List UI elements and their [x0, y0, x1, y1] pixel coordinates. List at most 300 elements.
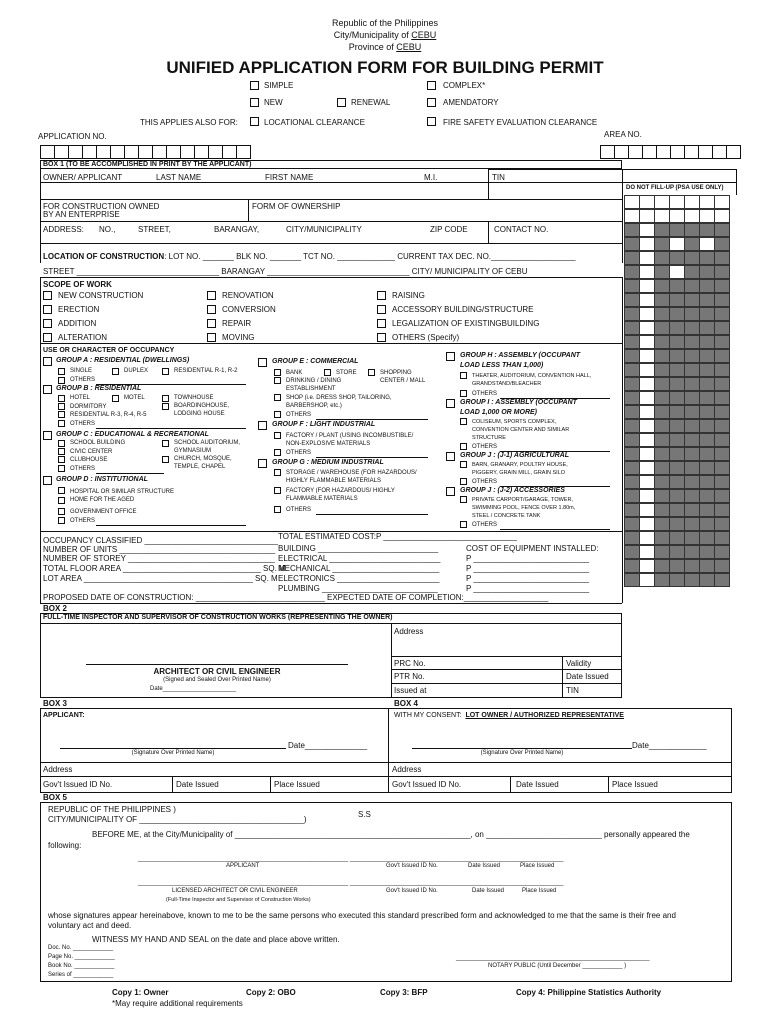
psa-grid-cell	[714, 209, 730, 223]
page-no-line[interactable]: Page No. ____________	[48, 954, 115, 960]
psa-grid-row	[624, 573, 736, 587]
application-no-digit-box[interactable]	[152, 145, 167, 159]
psa-grid-cell	[639, 223, 655, 237]
area-no-digit-box[interactable]	[670, 145, 685, 159]
group-f-checkbox[interactable]	[258, 421, 267, 430]
psa-grid-cell	[669, 279, 685, 293]
application-no-digit-box[interactable]	[54, 145, 69, 159]
psa-grid-row	[624, 559, 736, 573]
owner-applicant-label: OWNER/ APPLICANT	[43, 173, 123, 182]
equipment-cost-line-4[interactable]: P __________________________	[466, 584, 590, 593]
renovation-checkbox[interactable]	[207, 291, 216, 300]
application-no-digit-box[interactable]	[138, 145, 153, 159]
psa-grid-cell	[684, 559, 700, 573]
area-no-digit-box[interactable]	[698, 145, 713, 159]
factory-plant-checkbox[interactable]	[274, 432, 281, 439]
group-g-checkbox[interactable]	[258, 459, 267, 468]
psa-grid-cell	[654, 461, 670, 475]
psa-grid-cell	[654, 419, 670, 433]
residential-r345-checkbox[interactable]	[58, 411, 65, 418]
motel-checkbox[interactable]	[112, 395, 119, 402]
psa-grid-cell	[639, 265, 655, 279]
school-auditorium-checkbox[interactable]	[162, 440, 169, 447]
psa-grid-cell	[654, 251, 670, 265]
group-e-checkbox[interactable]	[258, 358, 267, 367]
alteration-label: ALTERATION	[58, 333, 108, 342]
lodging-house-label: LODGING HOUSE	[174, 411, 225, 417]
renovation-label: RENOVATION	[222, 291, 274, 300]
applies-also-label: THIS APPLIES ALSO FOR:	[140, 118, 238, 127]
psa-grid-cell	[684, 503, 700, 517]
group-a-checkbox[interactable]	[43, 357, 52, 366]
single-checkbox[interactable]	[58, 368, 65, 375]
group-i-label-2: LOAD 1,000 OR MORE)	[460, 409, 538, 416]
number-of-storey[interactable]: NUMBER OF STOREY _________________________________	[43, 554, 275, 563]
psa-grid-cell	[684, 405, 700, 419]
box5-republic: REPUBLIC OF THE PHILIPPINES )	[48, 805, 176, 814]
box3-date-line[interactable]: Date______________	[288, 741, 368, 750]
townhouse-label: TOWNHOUSE	[174, 395, 214, 401]
hospital-checkbox[interactable]	[58, 487, 65, 494]
carport-checkbox[interactable]	[460, 496, 467, 503]
area-no-digit-box[interactable]	[712, 145, 727, 159]
psa-grid-cell	[624, 363, 640, 377]
psa-grid-row	[624, 279, 736, 293]
psa-grid-row	[624, 293, 736, 307]
notary-signature-line[interactable]: __________________________________________________________	[456, 955, 650, 961]
zip-code-label: ZIP CODE	[430, 225, 468, 234]
psa-grid-cell	[684, 209, 700, 223]
psa-grid-cell	[639, 559, 655, 573]
box5-place-issued-label-2: Place Issued	[522, 888, 557, 894]
storage-label: STORAGE / WAREHOUSE (FOR HAZARDOUS/	[286, 470, 417, 476]
psa-grid-cell	[669, 405, 685, 419]
conversion-checkbox[interactable]	[207, 305, 216, 314]
locational-clearance-label: LOCATIONAL CLEARANCE	[264, 118, 365, 127]
box4-date-line[interactable]: Date_____________	[632, 741, 707, 750]
psa-grid-cell	[624, 279, 640, 293]
psa-grid-cell	[699, 265, 715, 279]
box5-place-issued-label-1: Place Issued	[520, 863, 555, 869]
psa-grid-cell	[714, 251, 730, 265]
psa-grid-cell	[684, 419, 700, 433]
group-j2-others-label: OTHERS	[472, 522, 498, 528]
psa-grid-cell	[699, 489, 715, 503]
mechanical-cost[interactable]: MECHANICAL ________________________	[278, 564, 440, 573]
psa-grid-cell	[639, 405, 655, 419]
psa-grid-cell	[654, 265, 670, 279]
architect-label: ARCHITECT OR CIVIL ENGINEER	[153, 667, 281, 676]
psa-grid-cell	[699, 223, 715, 237]
psa-grid-cell	[714, 377, 730, 391]
lot-area[interactable]: LOT AREA ______________________________________ SQ. M	[43, 574, 278, 583]
group-d-others-checkbox[interactable]	[58, 517, 65, 524]
barn-checkbox[interactable]	[460, 461, 467, 468]
duplex-label: DUPLEX	[124, 368, 149, 374]
group-b-checkbox[interactable]	[43, 385, 52, 394]
application-no-digit-box[interactable]	[82, 145, 97, 159]
psa-grid-cell	[654, 405, 670, 419]
psa-grid-cell	[684, 475, 700, 489]
group-d-checkbox[interactable]	[43, 476, 52, 485]
psa-grid-cell	[624, 419, 640, 433]
group-b-label: GROUP B : RESIDENTIAL	[56, 385, 142, 392]
psa-grid-cell	[669, 517, 685, 531]
box2-date-line[interactable]: Date______________________	[150, 686, 237, 692]
area-no-digit-box[interactable]	[656, 145, 671, 159]
psa-grid-cell	[714, 447, 730, 461]
psa-grid-cell	[714, 573, 730, 587]
box5-label: BOX 5	[43, 793, 68, 802]
psa-grid-cell	[699, 405, 715, 419]
psa-grid-cell	[639, 377, 655, 391]
group-c-others-label: OTHERS	[70, 466, 96, 472]
moving-label: MOVING	[222, 333, 255, 342]
psa-grid-cell	[669, 489, 685, 503]
psa-grid-cell	[654, 489, 670, 503]
psa-grid-cell	[714, 223, 730, 237]
psa-grid-cell	[669, 265, 685, 279]
group-d-label: GROUP D : INSTITUTIONAL	[56, 476, 148, 483]
application-no-digit-box[interactable]	[96, 145, 111, 159]
box4-place-issued-label: Place Issued	[612, 780, 658, 789]
application-no-digit-box[interactable]	[180, 145, 195, 159]
psa-grid-cell	[639, 545, 655, 559]
psa-use-only-grid	[624, 195, 736, 587]
establishment-label: ESTABLISHMENT	[286, 386, 336, 392]
area-no-digit-box[interactable]	[628, 145, 643, 159]
group-j1-others-checkbox[interactable]	[460, 478, 467, 485]
group-b-others-checkbox[interactable]	[58, 420, 65, 427]
drinking-dining-checkbox[interactable]	[274, 377, 281, 384]
psa-grid-cell	[639, 419, 655, 433]
group-e-others-checkbox[interactable]	[274, 411, 281, 418]
psa-grid-cell	[639, 349, 655, 363]
box4-date-issued-label: Date Issued	[516, 780, 559, 789]
group-c-others-checkbox[interactable]	[58, 465, 65, 472]
box5-signature-line-2[interactable]: _______________________________________________________________ ________________________________________________________________	[138, 880, 564, 886]
area-no-digit-box[interactable]	[726, 145, 741, 159]
alteration-checkbox[interactable]	[43, 333, 52, 342]
psa-grid-cell	[714, 293, 730, 307]
application-no-digit-box[interactable]	[166, 145, 181, 159]
province-heading: Province of CEBU	[348, 42, 422, 52]
application-no-label: APPLICATION NO.	[38, 132, 107, 141]
school-building-label: SCHOOL BUILDING	[70, 440, 126, 446]
contact-no-label: CONTACT NO.	[494, 225, 549, 234]
legalization-checkbox[interactable]	[377, 319, 386, 328]
psa-grid-row	[624, 475, 736, 489]
psa-grid-cell	[714, 461, 730, 475]
psa-grid-cell	[699, 531, 715, 545]
doc-no-line[interactable]: Doc. No. ____________	[48, 945, 114, 951]
bank-checkbox[interactable]	[274, 369, 281, 376]
psa-grid-cell	[639, 531, 655, 545]
psa-grid-cell	[654, 223, 670, 237]
factory-hazard-checkbox[interactable]	[274, 487, 281, 494]
occupancy-title: USE OR CHARACTER OF OCCUPANCY	[43, 347, 175, 354]
erection-checkbox[interactable]	[43, 305, 52, 314]
address-no-label: NO.,	[99, 225, 116, 234]
psa-grid-row	[624, 489, 736, 503]
psa-grid-cell	[684, 335, 700, 349]
psa-grid-cell	[684, 461, 700, 475]
box5-city[interactable]: CITY/MUNICIPALITY OF _____________________________________)	[48, 815, 307, 824]
shopping-checkbox[interactable]	[368, 369, 375, 376]
store-checkbox[interactable]	[324, 369, 331, 376]
group-i-others-checkbox[interactable]	[460, 443, 467, 450]
psa-grid-cell	[684, 573, 700, 587]
conversion-label: CONVERSION	[222, 305, 276, 314]
residential-r12-checkbox[interactable]	[162, 368, 169, 375]
group-j1-checkbox[interactable]	[446, 452, 455, 461]
group-a-others-label: OTHERS	[70, 377, 96, 383]
psa-grid-cell	[654, 447, 670, 461]
area-no-digit-box[interactable]	[614, 145, 629, 159]
psa-grid-row	[624, 433, 736, 447]
psa-grid-cell	[714, 363, 730, 377]
psa-grid-cell	[624, 237, 640, 251]
psa-grid-cell	[624, 321, 640, 335]
box1-title: BOX 1 (TO BE ACCOMPLISHED IN PRINT BY THE APPLICANT)	[43, 161, 252, 168]
application-no-digit-box[interactable]	[40, 145, 55, 159]
locational-clearance-checkbox[interactable]	[250, 117, 259, 126]
box3-govt-id-label: Gov't Issued ID No.	[43, 780, 113, 789]
boardinghouse-checkbox[interactable]	[162, 403, 169, 410]
equipment-cost-line-1[interactable]: P __________________________	[466, 554, 590, 563]
townhouse-checkbox[interactable]	[162, 395, 169, 402]
psa-grid-cell	[684, 447, 700, 461]
group-c-checkbox[interactable]	[43, 431, 52, 440]
equipment-cost-line-3[interactable]: P __________________________	[466, 574, 590, 583]
group-i-others-label: OTHERS	[472, 444, 498, 450]
plumbing-cost[interactable]: PLUMBING __________________________	[278, 584, 438, 593]
scope-others-checkbox[interactable]	[377, 333, 386, 342]
psa-grid-cell	[654, 335, 670, 349]
psa-grid-cell	[714, 321, 730, 335]
group-h-label-2: LOAD LESS THAN 1,000)	[460, 362, 544, 369]
gov-office-checkbox[interactable]	[58, 508, 65, 515]
group-a-label: GROUP A : RESIDENTIAL (DWELLINGS)	[56, 357, 190, 364]
simple-checkbox[interactable]	[250, 81, 259, 90]
group-j2-others-checkbox[interactable]	[460, 521, 467, 528]
amendatory-label: AMENDATORY	[443, 98, 499, 107]
psa-grid-cell	[699, 573, 715, 587]
application-no-digit-box[interactable]	[208, 145, 223, 159]
psa-grid-cell	[639, 335, 655, 349]
building-cost[interactable]: BUILDING ___________________________	[278, 544, 439, 553]
address-barangay-label: BARANGAY,	[214, 225, 260, 234]
notary-public-label: NOTARY PUBLIC (Until December ____________ )	[488, 963, 627, 969]
psa-grid-cell	[654, 195, 670, 209]
psa-grid-cell	[654, 237, 670, 251]
application-no-digit-box[interactable]	[110, 145, 125, 159]
box3-date-issued-label: Date Issued	[176, 780, 219, 789]
psa-grid-cell	[699, 447, 715, 461]
home-aged-checkbox[interactable]	[58, 497, 65, 504]
application-no-digit-box[interactable]	[68, 145, 83, 159]
church-label: CHURCH, MOSQUE,	[174, 456, 232, 462]
occupancy-classified[interactable]: OCCUPANCY CLASSIFIED ______________________________	[43, 536, 278, 545]
psa-grid-cell	[654, 349, 670, 363]
psa-grid-row	[624, 517, 736, 531]
storage-checkbox[interactable]	[274, 469, 281, 476]
group-j2-label: GROUP J : (J-2) ACCESSORIES	[460, 487, 565, 494]
shop-checkbox[interactable]	[274, 394, 281, 401]
psa-grid-cell	[669, 377, 685, 391]
duplex-checkbox[interactable]	[112, 368, 119, 375]
psa-grid-cell	[684, 489, 700, 503]
area-no-digit-box[interactable]	[600, 145, 615, 159]
psa-grid-row	[624, 209, 736, 223]
group-g-others-checkbox[interactable]	[274, 506, 281, 513]
total-floor-area[interactable]: TOTAL FLOOR AREA _______________________________ SQ. M.	[43, 564, 288, 573]
psa-grid-cell	[714, 475, 730, 489]
dormitory-checkbox[interactable]	[58, 403, 65, 410]
hotel-label: HOTEL	[70, 395, 91, 401]
total-estimated-cost[interactable]: TOTAL ESTIMATED COST:P ______________________________	[278, 532, 517, 541]
psa-grid-cell	[669, 195, 685, 209]
psa-grid-cell	[669, 419, 685, 433]
psa-grid-cell	[639, 489, 655, 503]
single-label: SINGLE	[70, 368, 93, 374]
fire-safety-checkbox[interactable]	[427, 117, 436, 126]
psa-grid-cell	[639, 195, 655, 209]
theater-checkbox[interactable]	[460, 372, 467, 379]
box2-address-label: Address	[394, 627, 424, 636]
mi-label: M.I.	[424, 173, 438, 182]
box4-govt-id-label: Gov't Issued ID No.	[392, 780, 462, 789]
carport-label: PRIVATE CARPORT/GARAGE, TOWER,	[472, 497, 573, 503]
psa-grid-cell	[684, 237, 700, 251]
erection-label: ERECTION	[58, 305, 100, 314]
psa-grid-cell	[624, 447, 640, 461]
psa-grid-cell	[699, 209, 715, 223]
psa-grid-row	[624, 377, 736, 391]
convention-label: CONVENTION CENTER AND SIMILAR	[472, 427, 570, 433]
scope-others-label: OTHERS (Specify)	[392, 333, 460, 342]
book-no-line[interactable]: Book No. ____________	[48, 963, 115, 969]
group-f-others-checkbox[interactable]	[274, 449, 281, 456]
coliseum-checkbox[interactable]	[460, 418, 467, 425]
psa-grid-row	[624, 363, 736, 377]
psa-grid-cell	[699, 279, 715, 293]
psa-grid-cell	[669, 293, 685, 307]
school-building-checkbox[interactable]	[58, 440, 65, 447]
civic-center-label: CIVIC CENTER	[70, 449, 113, 455]
box4-label: BOX 4	[394, 699, 419, 708]
equipment-cost-line-2[interactable]: P __________________________	[466, 564, 590, 573]
psa-grid-cell	[624, 223, 640, 237]
group-j2-checkbox[interactable]	[446, 487, 455, 496]
simple-label: SIMPLE	[264, 81, 294, 90]
psa-grid-cell	[639, 503, 655, 517]
electrical-cost[interactable]: ELECTRICAL _________________________	[278, 554, 441, 563]
application-no-digit-box[interactable]	[236, 145, 251, 159]
piggery-label: PIGGERY, GRAIN MILL, GRAIN SILO	[472, 470, 566, 476]
psa-grid-cell	[654, 377, 670, 391]
addition-checkbox[interactable]	[43, 319, 52, 328]
psa-grid-cell	[654, 209, 670, 223]
psa-grid-cell	[654, 293, 670, 307]
group-h-others-checkbox[interactable]	[460, 390, 467, 397]
psa-grid-cell	[699, 517, 715, 531]
psa-grid-cell	[654, 363, 670, 377]
ptr-no-label: PTR No.	[394, 672, 425, 681]
area-no-digit-box[interactable]	[642, 145, 657, 159]
group-g-others-label: OTHERS	[286, 507, 312, 513]
electronics-cost[interactable]: ELECTRONICS _______________________	[278, 574, 440, 583]
validity-label: Validity	[566, 659, 592, 668]
proposed-date-line[interactable]: PROPOSED DATE OF CONSTRUCTION: _____________________________ EXPECTED DATE OF COMPLETION:___________________	[43, 593, 549, 602]
new-checkbox[interactable]	[250, 98, 259, 107]
group-h-checkbox[interactable]	[446, 352, 455, 361]
psa-grid-cell	[654, 321, 670, 335]
new-construction-checkbox[interactable]	[43, 291, 52, 300]
psa-grid-cell	[699, 321, 715, 335]
application-no-digit-box[interactable]	[124, 145, 139, 159]
group-j1-label: GROUP J : (J-1) AGRICULTURAL	[460, 452, 570, 459]
psa-grid-row	[624, 349, 736, 363]
group-i-checkbox[interactable]	[446, 399, 455, 408]
last-name-label: LAST NAME	[156, 173, 202, 182]
hotel-checkbox[interactable]	[58, 395, 65, 402]
box5-applicant-label: APPLICANT	[226, 863, 260, 869]
group-i-label-1: GROUP I : ASSEMBLY (OCCUPANT	[460, 399, 577, 406]
psa-grid-cell	[714, 419, 730, 433]
psa-grid-cell	[684, 195, 700, 209]
repair-checkbox[interactable]	[207, 319, 216, 328]
box5-signature-line-1[interactable]: _______________________________________________________________ ________________________________________________________________	[138, 856, 564, 862]
box5-before-me[interactable]: BEFORE ME, at the City/Municipality of _____________________________________________________, on __________________________ personally appeared the	[92, 830, 690, 839]
steel-tank-label: STEEL / CONCRETE TANK	[472, 513, 541, 519]
psa-grid-cell	[669, 321, 685, 335]
psa-grid-cell	[669, 391, 685, 405]
psa-grid-cell	[699, 349, 715, 363]
shop-label: SHOP (i.e. DRESS SHOP, TAILORING,	[286, 395, 392, 401]
application-no-digit-box[interactable]	[222, 145, 237, 159]
issued-at-label: Issued at	[394, 686, 427, 695]
moving-checkbox[interactable]	[207, 333, 216, 342]
raising-checkbox[interactable]	[377, 291, 386, 300]
number-of-units[interactable]: NUMBER OF UNITS ___________________________________	[43, 545, 276, 554]
psa-grid-cell	[624, 461, 640, 475]
republic-heading: Republic of the Philippines	[331, 18, 439, 28]
church-checkbox[interactable]	[162, 456, 169, 463]
civic-center-checkbox[interactable]	[58, 448, 65, 455]
renewal-checkbox[interactable]	[337, 98, 346, 107]
complex-checkbox[interactable]	[427, 81, 436, 90]
series-line[interactable]: Series of ____________	[48, 972, 114, 978]
area-no-digit-box[interactable]	[684, 145, 699, 159]
psa-grid-cell	[639, 251, 655, 265]
psa-grid-cell	[624, 433, 640, 447]
clubhouse-checkbox[interactable]	[58, 456, 65, 463]
amendatory-checkbox[interactable]	[427, 98, 436, 107]
accessory-building-checkbox[interactable]	[377, 305, 386, 314]
non-explosive-label: NON-EXPLOSIVE MATERIALS	[286, 441, 371, 447]
box4-signature-label: (Signature Over Printed Name)	[480, 750, 564, 756]
psa-grid-cell	[624, 517, 640, 531]
psa-grid-cell	[654, 531, 670, 545]
group-a-others-checkbox[interactable]	[58, 377, 65, 384]
application-no-digit-box[interactable]	[194, 145, 209, 159]
psa-grid-cell	[639, 293, 655, 307]
psa-grid-cell	[639, 573, 655, 587]
psa-grid-cell	[684, 265, 700, 279]
psa-grid-cell	[699, 461, 715, 475]
barbershop-label: BARBERSHOP, etc.)	[286, 403, 342, 409]
